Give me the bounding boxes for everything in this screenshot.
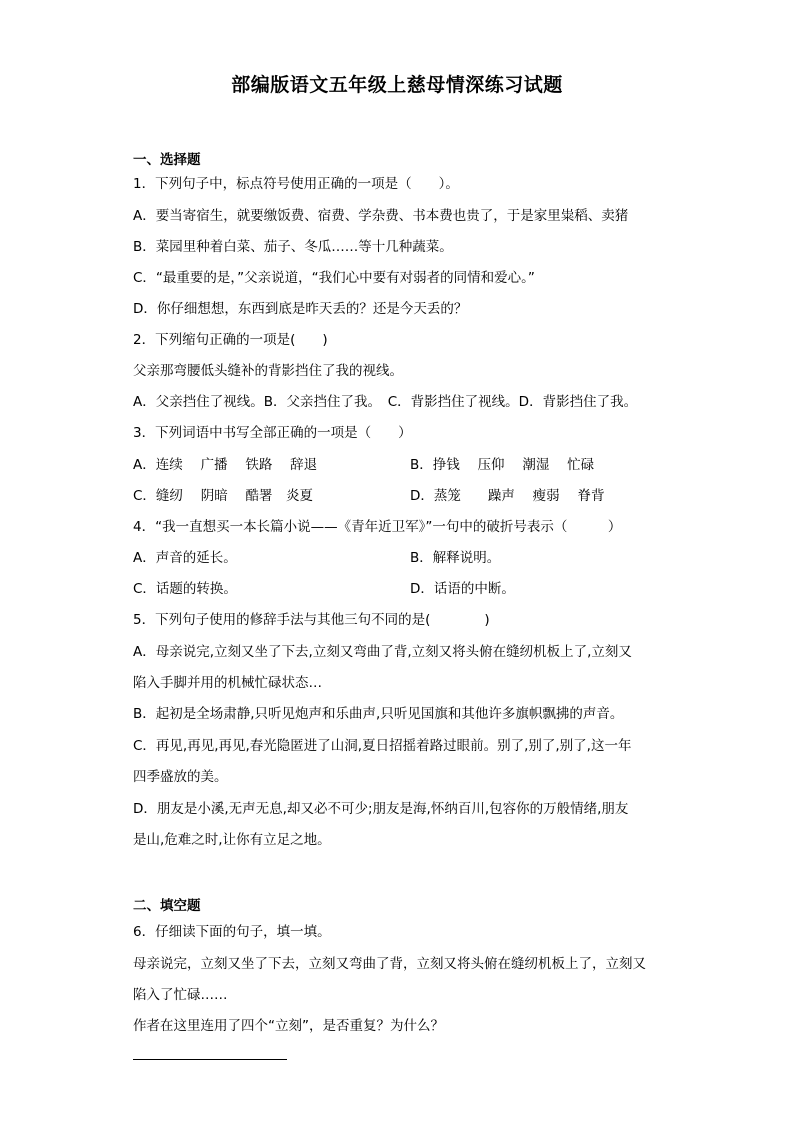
q2-stem: 2．下列缩句正确的一项是( ) xyxy=(133,332,328,348)
q5-option-d-line2: 是山,危难之时,让你有立足之地。 xyxy=(133,832,331,848)
q5-option-a-line2: 陷入手脚并用的机械忙碌状态… xyxy=(133,675,322,691)
q4-option-a: A．声音的延长。 xyxy=(133,550,237,566)
q3-option-c: C．缝纫 阴暗 酷署 炎夏 xyxy=(133,488,314,504)
q4-stem: 4．“我一直想买一本长篇小说——《青年近卫军》”一句中的破折号表示（ ） xyxy=(133,519,622,535)
section-heading-fill: 二、填空题 xyxy=(133,898,201,914)
q4-option-b: B．解释说明。 xyxy=(410,550,501,566)
q6-stem: 6．仔细读下面的句子，填一填。 xyxy=(133,924,331,940)
q3-option-a: A．连续 广播 铁路 辞退 xyxy=(133,457,318,473)
q5-option-c-line1: C．再见,再见,再见,春光隐匿进了山洞,夏日招摇着路过眼前。别了,别了,别了,这一年 xyxy=(133,738,632,754)
q2-options: A．父亲挡住了视线。B．父亲挡住了我。 C．背影挡住了视线。D．背影挡住了我。 xyxy=(133,394,638,410)
q5-option-a-line1: A．母亲说完,立刻又坐了下去,立刻又弯曲了背,立刻又将头俯在缝纫机板上了,立刻又 xyxy=(133,644,632,660)
answer-blank-line[interactable] xyxy=(133,1059,287,1060)
section-heading-choice: 一、选择题 xyxy=(133,152,201,168)
q1-option-a: A．要当寄宿生，就要缴饭费、宿费、学杂费、书本费也贵了，于是家里粜稻、卖猪 xyxy=(133,208,629,224)
q1-option-c: C．“最重要的是，”父亲说道，“我们心中要有对弱者的同情和爱心。” xyxy=(133,270,535,286)
q5-option-c-line2: 四季盛放的美。 xyxy=(133,769,228,785)
q6-question: 作者在这里连用了四个“立刻”，是否重复？为什么？ xyxy=(133,1018,444,1034)
q1-option-d: D．你仔细想想，东西到底是昨天丢的？还是今天丢的？ xyxy=(133,301,468,317)
q3-option-b: B．挣钱 压仰 潮湿 忙碌 xyxy=(410,457,595,473)
q5-option-b: B．起初是全场肃静,只听见炮声和乐曲声,只听见国旗和其他许多旗帜飘拂的声音。 xyxy=(133,706,624,722)
q1-option-b: B．菜园里种着白菜、茄子、冬瓜……等十几种蔬菜。 xyxy=(133,239,453,255)
q1-stem: 1．下列句子中，标点符号使用正确的一项是（ ）。 xyxy=(133,176,459,192)
q3-option-d: D．蒸笼 躁声 瘦弱 脊背 xyxy=(410,488,605,504)
q6-passage-line1: 母亲说完，立刻又坐了下去，立刻又弯曲了背，立刻又将头俯在缝纫机板上了，立刻又 xyxy=(133,956,646,972)
q3-stem: 3．下列词语中书写全部正确的一项是（ ） xyxy=(133,425,412,441)
q6-passage-line2: 陷入了忙碌…… xyxy=(133,987,228,1003)
q5-option-d-line1: D．朋友是小溪,无声无息,却又必不可少;朋友是海,怀纳百川,包容你的万般情绪,朋友 xyxy=(133,801,629,817)
q4-option-d: D．话语的中断。 xyxy=(410,581,515,597)
page-title: 部编版语文五年级上慈母情深练习试题 xyxy=(231,74,563,96)
q4-option-c: C．话题的转换。 xyxy=(133,581,237,597)
q2-sentence: 父亲那弯腰低头缝补的背影挡住了我的视线。 xyxy=(133,363,403,379)
q5-stem: 5．下列句子使用的修辞手法与其他三句不同的是( ) xyxy=(133,612,490,628)
